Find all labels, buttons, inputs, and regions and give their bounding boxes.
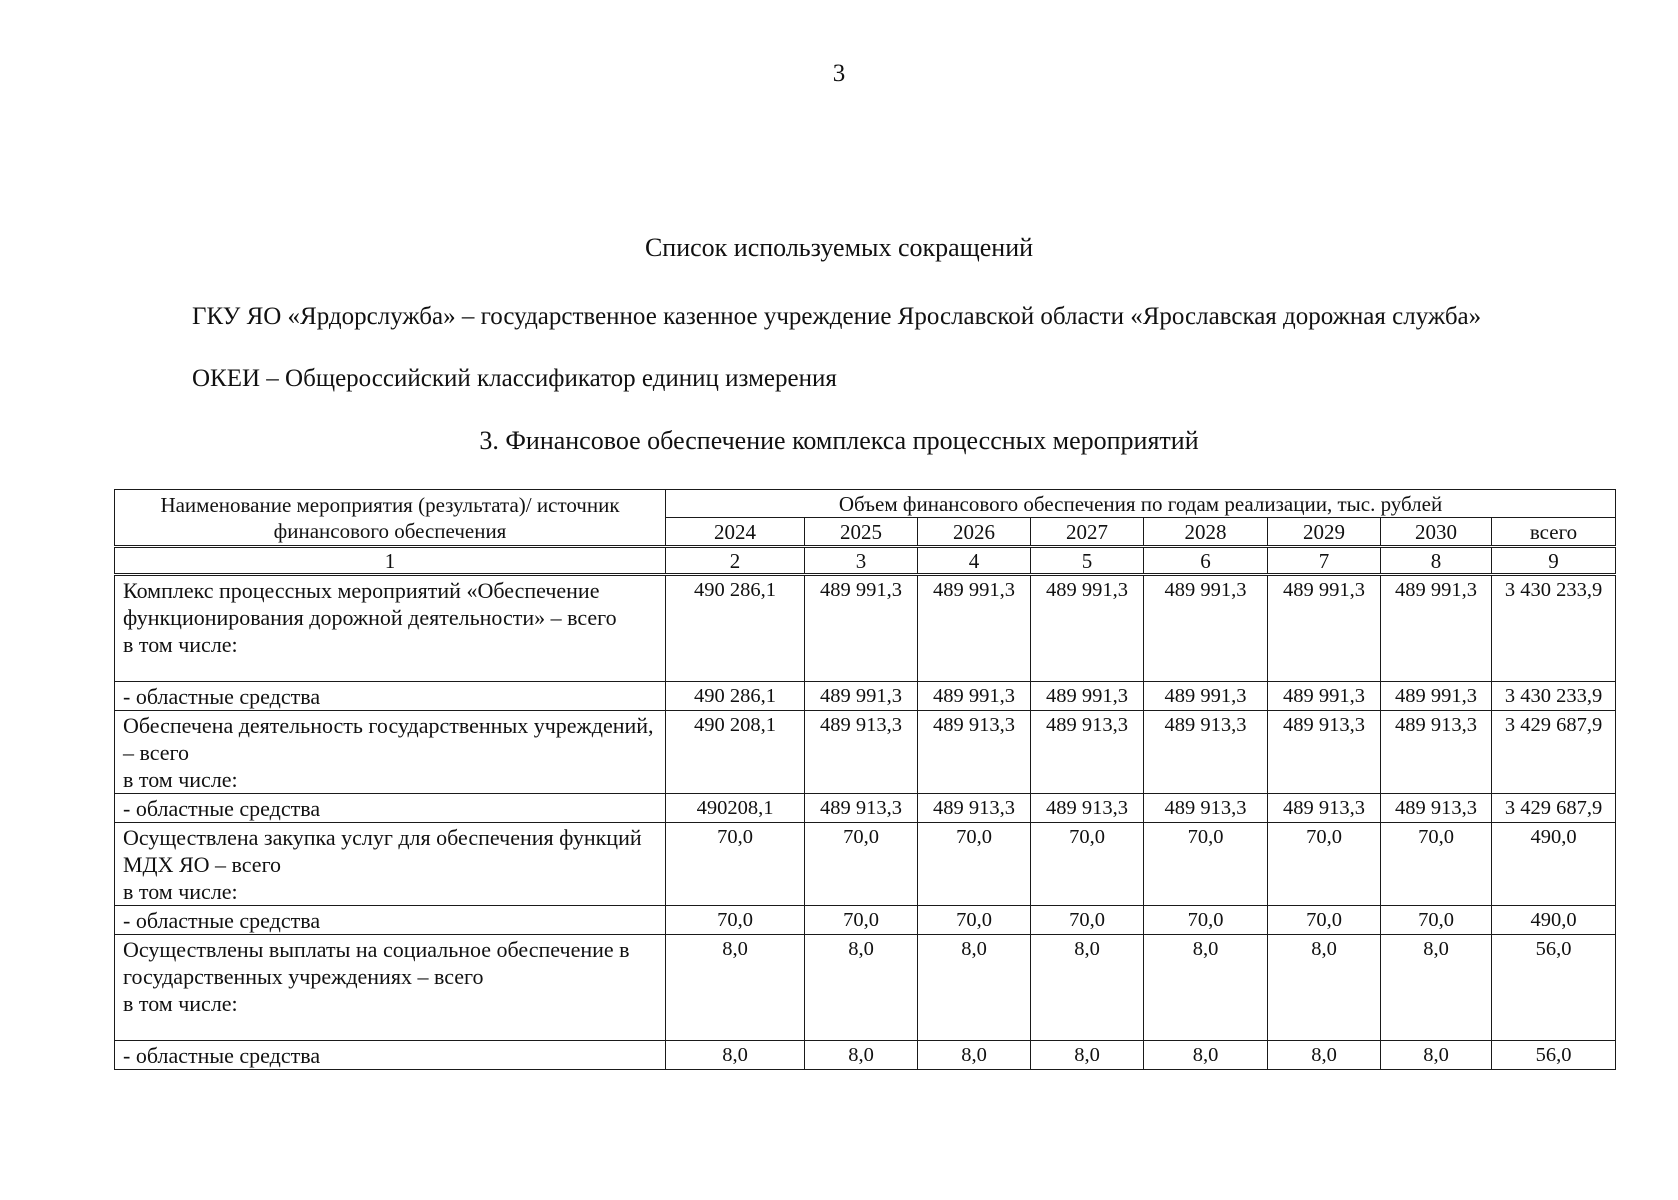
row-value-cell: 8,0	[1381, 935, 1492, 1041]
row-value-cell: 489 991,3	[1031, 682, 1144, 711]
row-value-cell: 8,0	[1268, 1041, 1381, 1070]
row-value-cell: 70,0	[1144, 906, 1268, 935]
row-name-cell: - областные средства	[115, 682, 666, 711]
row-value-cell: 489 913,3	[1268, 711, 1381, 794]
row-value-cell: 70,0	[805, 906, 918, 935]
row-value-cell: 8,0	[1144, 1041, 1268, 1070]
row-value-cell: 489 991,3	[805, 575, 918, 682]
row-total-cell: 3 430 233,9	[1492, 682, 1616, 711]
row-value-cell: 489 913,3	[1031, 794, 1144, 823]
row-total-cell: 3 430 233,9	[1492, 575, 1616, 682]
table-row	[115, 906, 1616, 935]
column-number: 1	[115, 547, 666, 575]
row-value-cell: 70,0	[1268, 823, 1381, 906]
abbreviations-title: Список используемых сокращений	[644, 233, 1034, 262]
row-total-cell: 56,0	[1492, 1041, 1616, 1070]
row-value-cell: 8,0	[805, 935, 918, 1041]
table-row	[115, 575, 1616, 682]
header-year: 2030	[1381, 518, 1492, 547]
row-name-cell: Осуществлена закупка услуг для обеспечения функций МДХ ЯО – всего в том числе:	[115, 823, 666, 906]
row-value-cell: 489 991,3	[1144, 575, 1268, 682]
abbreviation-item: ОКЕИ – Общероссийский классификатор единиц измерения	[192, 365, 837, 392]
column-number: 9	[1492, 547, 1616, 575]
table-row	[115, 794, 1616, 823]
row-value-cell: 8,0	[805, 1041, 918, 1070]
row-value-cell: 489 913,3	[1144, 711, 1268, 794]
row-value-cell: 70,0	[918, 906, 1031, 935]
row-value-cell: 490 208,1	[666, 711, 805, 794]
row-value-cell: 489 913,3	[918, 794, 1031, 823]
row-value-cell: 489 913,3	[1381, 711, 1492, 794]
header-total: всего	[1492, 518, 1616, 547]
row-total-cell: 56,0	[1492, 935, 1616, 1041]
row-value-cell: 70,0	[666, 906, 805, 935]
row-value-cell: 489 991,3	[1268, 682, 1381, 711]
header-year: 2025	[805, 518, 918, 547]
row-value-cell: 489 991,3	[918, 682, 1031, 711]
row-value-cell: 70,0	[805, 823, 918, 906]
row-total-cell: 490,0	[1492, 906, 1616, 935]
row-total-cell: 3 429 687,9	[1492, 794, 1616, 823]
column-number: 5	[1031, 547, 1144, 575]
row-value-cell: 490 286,1	[666, 575, 805, 682]
row-value-cell: 8,0	[1144, 935, 1268, 1041]
row-value-cell: 489 991,3	[918, 575, 1031, 682]
row-value-cell: 8,0	[918, 1041, 1031, 1070]
header-year: 2029	[1268, 518, 1381, 547]
row-value-cell: 489 913,3	[1031, 711, 1144, 794]
financing-section-title: 3. Финансовое обеспечение комплекса процессных мероприятий	[479, 426, 1199, 455]
row-value-cell: 489 991,3	[1031, 575, 1144, 682]
table-row	[115, 1041, 1616, 1070]
column-number: 2	[666, 547, 805, 575]
row-value-cell: 489 991,3	[1381, 575, 1492, 682]
header-name-column: Наименование мероприятия (результата)/ источник финансового обеспечения	[115, 490, 666, 547]
table-row	[115, 711, 1616, 794]
row-name-cell: - областные средства	[115, 794, 666, 823]
column-number: 3	[805, 547, 918, 575]
column-number: 4	[918, 547, 1031, 575]
row-value-cell: 490208,1	[666, 794, 805, 823]
column-number: 6	[1144, 547, 1268, 575]
row-value-cell: 489 913,3	[805, 794, 918, 823]
table-header-row	[115, 490, 1616, 518]
row-name-cell: Обеспечена деятельность государственных учреждений, – всего в том числе:	[115, 711, 666, 794]
row-value-cell: 70,0	[1031, 823, 1144, 906]
table-row	[115, 823, 1616, 906]
row-value-cell: 8,0	[918, 935, 1031, 1041]
row-value-cell: 489 913,3	[918, 711, 1031, 794]
row-value-cell: 489 991,3	[1381, 682, 1492, 711]
row-value-cell: 8,0	[1268, 935, 1381, 1041]
row-value-cell: 8,0	[666, 935, 805, 1041]
row-value-cell: 8,0	[1031, 1041, 1144, 1070]
row-total-cell: 490,0	[1492, 823, 1616, 906]
header-volume-group: Объем финансового обеспечения по годам реализации, тыс. рублей	[666, 490, 1616, 518]
row-value-cell: 8,0	[1031, 935, 1144, 1041]
column-number: 7	[1268, 547, 1381, 575]
row-total-cell: 3 429 687,9	[1492, 711, 1616, 794]
row-value-cell: 70,0	[1144, 823, 1268, 906]
row-value-cell: 70,0	[1268, 906, 1381, 935]
row-value-cell: 8,0	[666, 1041, 805, 1070]
row-name-cell: Осуществлены выплаты на социальное обеспечение в государственных учреждениях – всего в том числе:	[115, 935, 666, 1041]
table-row	[115, 682, 1616, 711]
row-value-cell: 489 913,3	[1144, 794, 1268, 823]
row-value-cell: 70,0	[1031, 906, 1144, 935]
column-number: 8	[1381, 547, 1492, 575]
table-row	[115, 935, 1616, 1041]
row-value-cell: 489 913,3	[805, 711, 918, 794]
row-value-cell: 70,0	[1381, 823, 1492, 906]
row-value-cell: 490 286,1	[666, 682, 805, 711]
header-year: 2024	[666, 518, 805, 547]
header-year: 2026	[918, 518, 1031, 547]
row-name-cell: Комплекс процессных мероприятий «Обеспечение функционирования дорожной деятельности» – всего в том числе:	[115, 575, 666, 682]
row-value-cell: 489 913,3	[1381, 794, 1492, 823]
column-number-row	[115, 547, 1616, 575]
row-name-cell: - областные средства	[115, 906, 666, 935]
row-value-cell: 489 913,3	[1268, 794, 1381, 823]
row-name-cell: - областные средства	[115, 1041, 666, 1070]
row-value-cell: 70,0	[1381, 906, 1492, 935]
row-value-cell: 489 991,3	[805, 682, 918, 711]
header-year: 2028	[1144, 518, 1268, 547]
header-year: 2027	[1031, 518, 1144, 547]
abbreviation-item: ГКУ ЯО «Ярдорслужба» – государственное казенное учреждение Ярославской области «Ярославская дорожная служба»	[192, 303, 1482, 330]
row-value-cell: 8,0	[1381, 1041, 1492, 1070]
row-value-cell: 70,0	[666, 823, 805, 906]
row-value-cell: 489 991,3	[1268, 575, 1381, 682]
row-value-cell: 70,0	[918, 823, 1031, 906]
financing-table	[114, 489, 1616, 1070]
row-value-cell: 489 991,3	[1144, 682, 1268, 711]
page-number: 3	[832, 60, 846, 87]
